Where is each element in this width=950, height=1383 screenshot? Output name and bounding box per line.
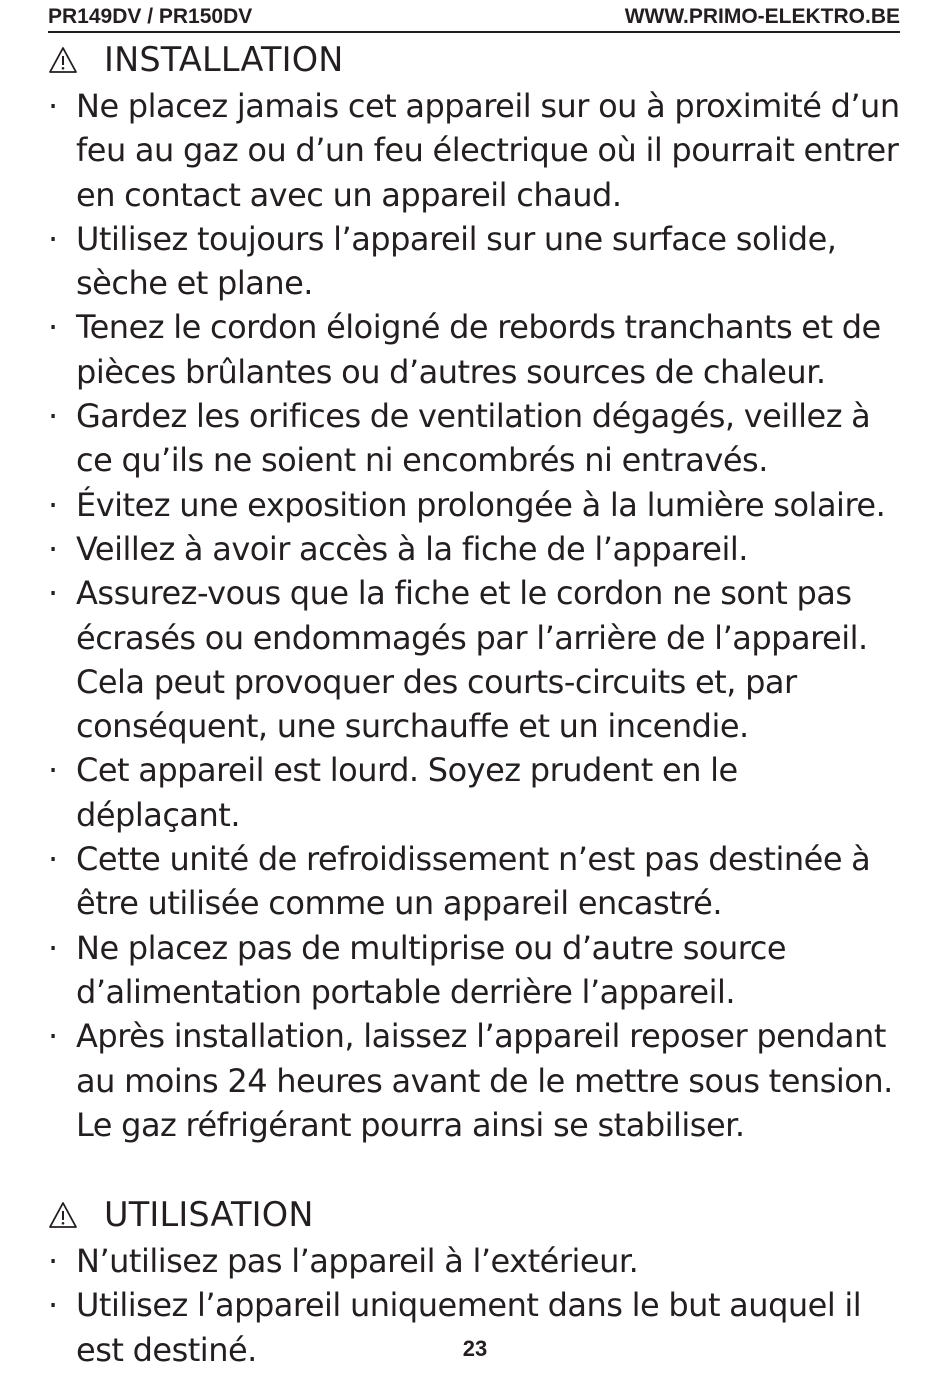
section-title <box>48 1191 908 1239</box>
list-item <box>48 1239 908 1283</box>
bullet: · <box>48 574 58 613</box>
list-item <box>48 837 908 926</box>
list-item <box>48 926 908 1015</box>
list-item-text: Ne placez pas de multiprise ou d’autre source d’alimentation portable derrière l’appareil. <box>76 928 786 1011</box>
list-item-text: Ne placez jamais cet appareil sur ou à proximité d’un feu au gaz ou d’un feu électrique où il pourrait entrer en contact avec un appareil chaud. <box>76 87 900 214</box>
bullet: · <box>48 928 58 967</box>
bullet: · <box>48 485 58 524</box>
bullet: · <box>48 397 58 436</box>
section-title-text: INSTALLATION <box>104 40 344 79</box>
page-number: 23 <box>462 1336 488 1361</box>
installation-list <box>48 84 908 1147</box>
bullet: · <box>48 529 58 568</box>
page-content <box>48 36 908 1372</box>
list-item-text: Utilisez l’appareil uniquement dans le but auquel il est destiné. <box>76 1286 862 1369</box>
warning-triangle-icon <box>48 45 78 75</box>
bullet: · <box>48 751 58 790</box>
list-item <box>48 527 908 571</box>
list-item <box>48 305 908 394</box>
section-title-text: UTILISATION <box>104 1195 314 1235</box>
list-item-text: Cet appareil est lourd. Soyez prudent en le déplaçant. <box>76 751 738 834</box>
list-item <box>48 1014 908 1147</box>
list-item-text: Assurez-vous que la fiche et le cordon ne sont pas écrasés ou endommagés par l’arrière de l’appareil. Cela peut provoquer des courts-circuits et, par conséquent, une surchauffe et un incendie. <box>76 574 868 746</box>
website-url: WWW.PRIMO-ELEKTRO.BE <box>624 5 900 28</box>
list-item <box>48 217 908 306</box>
list-item-text: Évitez une exposition prolongée à la lumière solaire. <box>76 485 886 524</box>
section-installation <box>48 36 908 1147</box>
bullet: · <box>48 1017 58 1056</box>
page-header <box>48 4 900 33</box>
list-item-text: Cette unité de refroidissement n’est pas destinée à être utilisée comme un appareil encastré. <box>76 840 871 923</box>
list-item <box>48 394 908 483</box>
list-item-text: Veillez à avoir accès à la fiche de l’appareil. <box>76 529 748 568</box>
list-item <box>48 483 908 527</box>
section-spacer <box>48 1147 908 1191</box>
list-item <box>48 571 908 748</box>
model-number: PR149DV / PR150DV <box>48 5 253 28</box>
list-item-text: Gardez les orifices de ventilation dégagés, veillez à ce qu’ils ne soient ni encombrés ni entravés. <box>76 397 871 480</box>
list-item-text: Après installation, laissez l’appareil reposer pendant au moins 24 heures avant de le mettre sous tension. Le gaz réfrigérant pourra ainsi se stabiliser. <box>76 1017 893 1144</box>
warning-triangle-icon <box>48 1200 78 1230</box>
list-item-text: Tenez le cordon éloigné de rebords tranchants et de pièces brûlantes ou d’autres sources de chaleur. <box>76 308 881 391</box>
list-item-text: Utilisez toujours l’appareil sur une surface solide, sèche et plane. <box>76 219 837 303</box>
list-item-text: N’utilisez pas l’appareil à l’extérieur. <box>76 1242 639 1281</box>
section-title <box>48 36 908 84</box>
list-item <box>48 84 908 217</box>
bullet: · <box>48 308 58 347</box>
bullet: · <box>48 219 58 258</box>
bullet: · <box>48 1242 58 1281</box>
list-item <box>48 748 908 837</box>
bullet: · <box>48 1286 58 1325</box>
bullet: · <box>48 840 58 879</box>
bullet: · <box>48 87 58 125</box>
